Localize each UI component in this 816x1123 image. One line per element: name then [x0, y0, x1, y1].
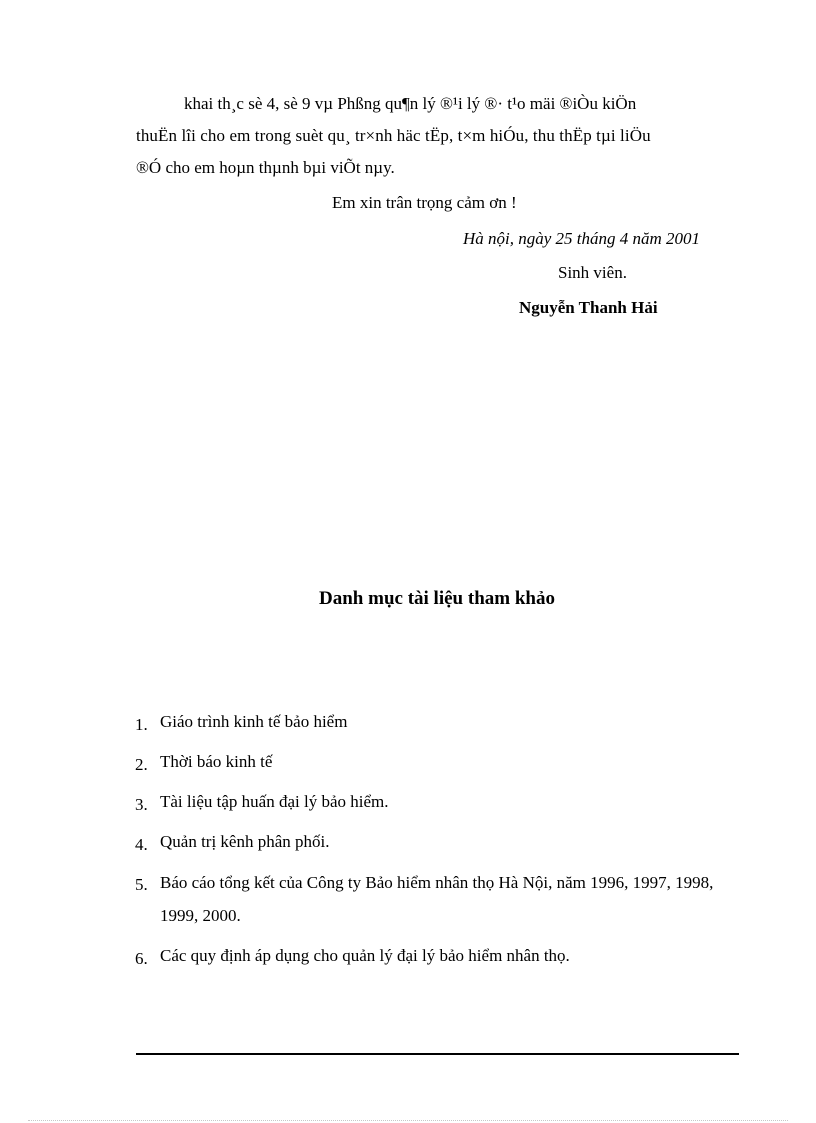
reference-item	[135, 746, 740, 778]
references-title: Danh mục tài liệu tham khảo	[319, 588, 555, 609]
reference-number: 1.	[135, 715, 148, 734]
reference-text: Thời báo kinh tế	[160, 752, 273, 771]
intro-line-1: khai th¸c sè 4, sè 9 vµ Phßng qu¶n lý ®¹i lý ®· t¹o mäi ®iÒu kiÖn	[184, 94, 637, 113]
signature-name: Nguyễn Thanh Hải	[519, 298, 658, 317]
reference-number: 6.	[135, 949, 148, 968]
reference-text: Quản trị kênh phân phối.	[160, 832, 330, 851]
reference-text: Báo cáo tổng kết của Công ty Bảo hiểm nhân thọ Hà Nội, năm 1996, 1997, 1998, 1999, 2000.	[160, 873, 714, 925]
reference-number: 4.	[135, 835, 148, 854]
intro-paragraph	[136, 88, 738, 184]
reference-item	[135, 866, 740, 932]
reference-item	[135, 826, 740, 858]
reference-text: Các quy định áp dụng cho quản lý đại lý bảo hiểm nhân thọ.	[160, 946, 570, 965]
thanks-line: Em xin trân trọng cảm ơn !	[332, 193, 517, 212]
signature-role: Sinh viên.	[558, 263, 627, 282]
intro-line-2: thuËn lîi cho em trong suèt qu¸ tr×nh häc tËp, t×m hiÓu, thu thËp tµi liÖu	[136, 126, 651, 145]
reference-item	[135, 786, 740, 818]
reference-number: 3.	[135, 795, 148, 814]
reference-item	[135, 940, 740, 972]
intro-line-3: ®Ó cho em hoµn thµnh bµi viÕt nµy.	[136, 158, 395, 177]
date-line: Hà nội, ngày 25 tháng 4 năm 2001	[463, 229, 701, 248]
page-bottom-border	[28, 1120, 788, 1121]
footer-rule	[136, 1053, 739, 1055]
reference-number: 5.	[135, 875, 148, 894]
reference-list	[135, 706, 740, 980]
reference-item	[135, 706, 740, 738]
reference-text: Giáo trình kinh tế bảo hiểm	[160, 712, 348, 731]
reference-number: 2.	[135, 755, 148, 774]
reference-text: Tài liệu tập huấn đại lý bảo hiểm.	[160, 792, 389, 811]
